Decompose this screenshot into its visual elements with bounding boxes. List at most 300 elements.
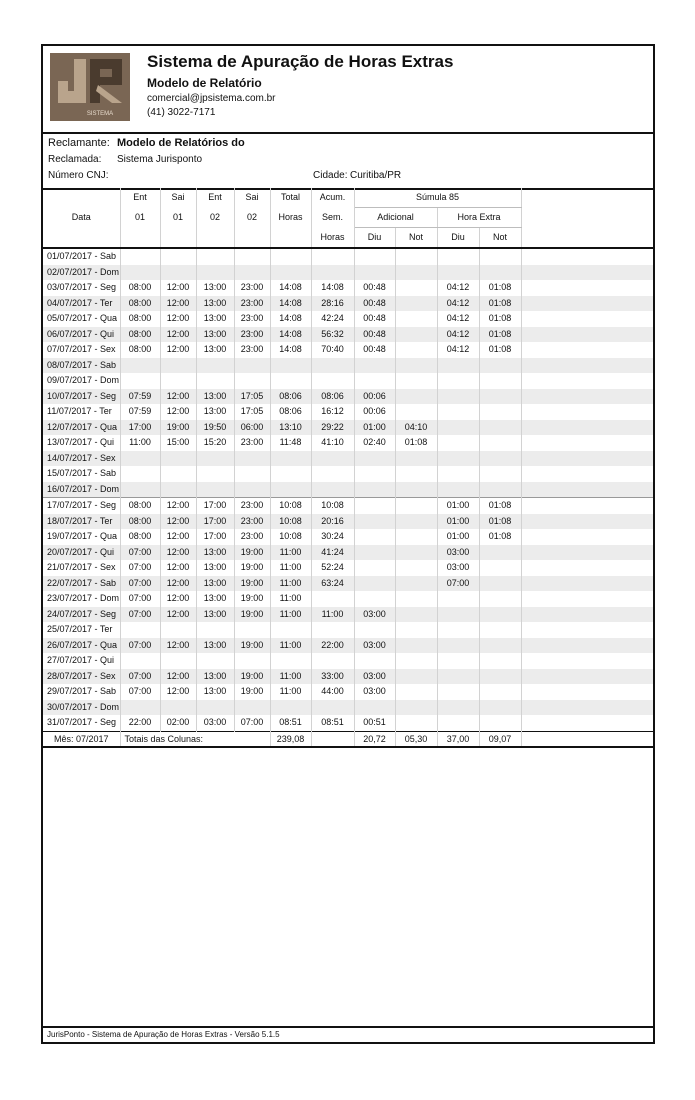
cell-adic-not — [395, 638, 437, 654]
cell-he-diu: 07:00 — [437, 576, 479, 592]
cell-adic-not — [395, 700, 437, 716]
cell-spacer — [521, 435, 653, 451]
cell-adic-not: 01:08 — [395, 435, 437, 451]
reclamante-value: Modelo de Relatórios do — [117, 137, 245, 149]
cell-spacer — [521, 265, 653, 281]
cell-ent-02 — [196, 373, 234, 389]
cell-total-horas: 10:08 — [270, 498, 311, 514]
cell-sai-01 — [160, 265, 196, 281]
cell-spacer — [521, 358, 653, 374]
cell-spacer — [521, 591, 653, 607]
table-row — [43, 327, 653, 343]
header-sai-2: Sai — [234, 188, 270, 208]
cell-sai-02: 19:00 — [234, 607, 270, 623]
cell-date: 17/07/2017 - Seg — [43, 498, 120, 514]
table-row — [43, 265, 653, 281]
cell-he-not — [479, 560, 521, 576]
cell-he-not — [479, 607, 521, 623]
cell-sai-01 — [160, 700, 196, 716]
cell-sai-02: 19:00 — [234, 669, 270, 685]
cell-total-horas: 11:00 — [270, 669, 311, 685]
cell-adic-not — [395, 342, 437, 358]
table-row — [43, 389, 653, 405]
cell-acum-sem: 56:32 — [311, 327, 354, 343]
cell-adic-diu: 03:00 — [354, 607, 395, 623]
cell-ent-01: 07:00 — [120, 576, 160, 592]
cell-adic-diu — [354, 451, 395, 467]
cell-spacer — [521, 653, 653, 669]
cell-ent-02: 13:00 — [196, 389, 234, 405]
cell-sai-01: 12:00 — [160, 327, 196, 343]
cell-ent-01: 07:00 — [120, 591, 160, 607]
cell-adic-not — [395, 560, 437, 576]
cell-date: 21/07/2017 - Sex — [43, 560, 120, 576]
cell-sai-01: 12:00 — [160, 498, 196, 514]
cell-acum-sem: 44:00 — [311, 684, 354, 700]
cell-sai-02 — [234, 622, 270, 638]
cell-ent-01: 08:00 — [120, 514, 160, 530]
cell-acum-sem — [311, 700, 354, 716]
cell-he-not — [479, 466, 521, 482]
cell-sai-02: 23:00 — [234, 280, 270, 296]
cell-sai-02: 17:05 — [234, 389, 270, 405]
cell-he-not — [479, 591, 521, 607]
cell-ent-02: 13:00 — [196, 607, 234, 623]
table-row — [43, 498, 653, 514]
cell-adic-not — [395, 653, 437, 669]
cell-sai-02 — [234, 358, 270, 374]
cell-sai-01: 15:00 — [160, 435, 196, 451]
cell-he-diu — [437, 451, 479, 467]
cell-adic-diu: 03:00 — [354, 669, 395, 685]
table-row — [43, 700, 653, 716]
header-row-1 — [43, 188, 653, 208]
cell-sai-02: 19:00 — [234, 576, 270, 592]
cell-sai-02 — [234, 482, 270, 498]
cell-ent-01 — [120, 466, 160, 482]
table-row — [43, 529, 653, 545]
cell-adic-diu — [354, 248, 395, 265]
table-row — [43, 296, 653, 312]
cell-sai-01 — [160, 358, 196, 374]
cell-he-not — [479, 622, 521, 638]
cell-adic-diu: 00:48 — [354, 280, 395, 296]
cell-total-horas — [270, 358, 311, 374]
cell-ent-02 — [196, 466, 234, 482]
cell-ent-02: 13:00 — [196, 576, 234, 592]
header-horas-acum: Horas — [311, 228, 354, 249]
cell-total-horas — [270, 265, 311, 281]
cell-adic-not — [395, 265, 437, 281]
cell-he-not: 01:08 — [479, 342, 521, 358]
cell-acum-sem: 30:24 — [311, 529, 354, 545]
cell-sai-02: 19:00 — [234, 560, 270, 576]
table-body — [43, 248, 653, 731]
cell-acum-sem: 10:08 — [311, 498, 354, 514]
cell-sai-02: 06:00 — [234, 420, 270, 436]
cell-he-not — [479, 669, 521, 685]
cell-total-horas: 11:00 — [270, 560, 311, 576]
totals-cell — [521, 731, 653, 747]
totals-he-not: 09,07 — [479, 731, 521, 747]
cell-he-diu — [437, 389, 479, 405]
cell-sai-01: 12:00 — [160, 591, 196, 607]
cell-adic-diu — [354, 498, 395, 514]
cell-adic-not — [395, 280, 437, 296]
cell-sai-01 — [160, 653, 196, 669]
cell-acum-sem — [311, 248, 354, 265]
cell-total-horas — [270, 466, 311, 482]
cell-sai-01: 12:00 — [160, 684, 196, 700]
logo-text: SISTEMA — [86, 111, 114, 117]
cell-ent-02 — [196, 358, 234, 374]
cell-he-not — [479, 653, 521, 669]
cell-sai-01 — [160, 622, 196, 638]
cell-date: 30/07/2017 - Dom — [43, 700, 120, 716]
cell-adic-not — [395, 684, 437, 700]
cell-total-horas: 11:00 — [270, 576, 311, 592]
cell-sai-02: 23:00 — [234, 311, 270, 327]
cell-total-horas: 14:08 — [270, 327, 311, 343]
cell-he-diu — [437, 466, 479, 482]
cell-total-horas: 14:08 — [270, 280, 311, 296]
header-cell — [521, 188, 653, 208]
table-row — [43, 622, 653, 638]
cell-acum-sem: 20:16 — [311, 514, 354, 530]
header-adicional: Adicional — [354, 208, 437, 228]
cell-ent-02 — [196, 700, 234, 716]
cell-acum-sem: 08:51 — [311, 715, 354, 731]
cell-adic-diu: 00:48 — [354, 296, 395, 312]
cell-adic-diu: 03:00 — [354, 638, 395, 654]
cell-sai-02: 23:00 — [234, 435, 270, 451]
cell-date: 10/07/2017 - Seg — [43, 389, 120, 405]
contact-phone: (41) 3022-7171 — [147, 107, 216, 118]
totals-horas: 239,08 — [270, 731, 311, 747]
cell-acum-sem — [311, 466, 354, 482]
cell-adic-diu — [354, 622, 395, 638]
cell-sai-01 — [160, 373, 196, 389]
cell-total-horas: 11:00 — [270, 607, 311, 623]
cell-date: 08/07/2017 - Sab — [43, 358, 120, 374]
cell-spacer — [521, 389, 653, 405]
table-row — [43, 514, 653, 530]
cell-spacer — [521, 327, 653, 343]
table-row — [43, 638, 653, 654]
cell-ent-02 — [196, 248, 234, 265]
totals-row — [43, 731, 653, 747]
cell-sai-02: 23:00 — [234, 498, 270, 514]
cell-adic-diu — [354, 466, 395, 482]
cell-he-not — [479, 420, 521, 436]
cidade-label: Cidade: — [313, 170, 348, 181]
cell-ent-01 — [120, 700, 160, 716]
cell-sai-01: 12:00 — [160, 638, 196, 654]
cell-spacer — [521, 451, 653, 467]
header-sai-1: Sai — [160, 188, 196, 208]
contact-email: comercial@jpsistema.com.br — [147, 93, 276, 104]
table-row — [43, 576, 653, 592]
cell-spacer — [521, 607, 653, 623]
cell-he-not: 01:08 — [479, 498, 521, 514]
cell-ent-02: 13:00 — [196, 296, 234, 312]
cell-sai-02: 19:00 — [234, 545, 270, 561]
cell-he-diu — [437, 669, 479, 685]
cell-he-diu: 01:00 — [437, 529, 479, 545]
cell-acum-sem: 70:40 — [311, 342, 354, 358]
cell-he-not — [479, 684, 521, 700]
cell-ent-02: 17:00 — [196, 498, 234, 514]
cell-sai-02: 07:00 — [234, 715, 270, 731]
cell-ent-01: 07:00 — [120, 607, 160, 623]
table-row — [43, 404, 653, 420]
cell-date: 16/07/2017 - Dom — [43, 482, 120, 498]
cell-sai-02: 19:00 — [234, 684, 270, 700]
cell-he-not — [479, 358, 521, 374]
cell-he-diu: 04:12 — [437, 296, 479, 312]
cell-ent-01 — [120, 265, 160, 281]
company-logo — [50, 53, 130, 121]
cell-ent-01 — [120, 622, 160, 638]
cell-ent-01: 22:00 — [120, 715, 160, 731]
cell-spacer — [521, 248, 653, 265]
header-cell — [43, 228, 120, 249]
cell-adic-not — [395, 466, 437, 482]
cell-adic-not: 04:10 — [395, 420, 437, 436]
header-sem: Sem. — [311, 208, 354, 228]
cell-sai-01 — [160, 466, 196, 482]
cell-he-not — [479, 435, 521, 451]
cell-he-diu — [437, 482, 479, 498]
cell-ent-01: 07:00 — [120, 684, 160, 700]
cell-he-diu — [437, 622, 479, 638]
cell-date: 18/07/2017 - Ter — [43, 514, 120, 530]
cell-adic-not — [395, 607, 437, 623]
cell-adic-not — [395, 622, 437, 638]
table-row — [43, 358, 653, 374]
table-row — [43, 280, 653, 296]
header-adic-diu: Diu — [354, 228, 395, 249]
cell-ent-02: 17:00 — [196, 529, 234, 545]
cell-adic-not — [395, 529, 437, 545]
cell-ent-01: 07:59 — [120, 389, 160, 405]
cell-acum-sem — [311, 591, 354, 607]
cell-sai-02 — [234, 248, 270, 265]
cell-he-diu — [437, 715, 479, 731]
cell-adic-not — [395, 248, 437, 265]
cell-date: 12/07/2017 - Qua — [43, 420, 120, 436]
cell-sai-02 — [234, 265, 270, 281]
page-subtitle: Modelo de Relatório — [147, 76, 262, 90]
page-title: Sistema de Apuração de Horas Extras — [147, 52, 454, 71]
cell-adic-diu — [354, 529, 395, 545]
cell-adic-not — [395, 591, 437, 607]
cell-sai-01: 12:00 — [160, 669, 196, 685]
cell-acum-sem: 52:24 — [311, 560, 354, 576]
cell-adic-not — [395, 545, 437, 561]
cell-he-diu — [437, 700, 479, 716]
cell-total-horas: 08:51 — [270, 715, 311, 731]
cell-date: 07/07/2017 - Sex — [43, 342, 120, 358]
cell-sai-02: 17:05 — [234, 404, 270, 420]
cell-sai-01: 12:00 — [160, 514, 196, 530]
cell-he-not — [479, 451, 521, 467]
cell-acum-sem: 33:00 — [311, 669, 354, 685]
cell-adic-diu — [354, 373, 395, 389]
cell-acum-sem — [311, 622, 354, 638]
cell-date: 22/07/2017 - Sab — [43, 576, 120, 592]
cell-total-horas: 10:08 — [270, 529, 311, 545]
header-cell — [43, 188, 120, 208]
cell-date: 23/07/2017 - Dom — [43, 591, 120, 607]
cell-he-not: 01:08 — [479, 514, 521, 530]
cell-he-diu — [437, 373, 479, 389]
cell-acum-sem: 22:00 — [311, 638, 354, 654]
cell-date: 14/07/2017 - Sex — [43, 451, 120, 467]
cell-date: 04/07/2017 - Ter — [43, 296, 120, 312]
cell-sai-01 — [160, 482, 196, 498]
header-adic-not: Not — [395, 228, 437, 249]
cell-adic-not — [395, 327, 437, 343]
cell-total-horas: 11:00 — [270, 591, 311, 607]
cell-date: 19/07/2017 - Qua — [43, 529, 120, 545]
cell-adic-diu — [354, 545, 395, 561]
cell-ent-01: 07:00 — [120, 669, 160, 685]
cell-he-diu: 04:12 — [437, 327, 479, 343]
totals-cell — [311, 731, 354, 747]
cell-spacer — [521, 404, 653, 420]
cell-he-not — [479, 700, 521, 716]
cell-sai-01: 12:00 — [160, 311, 196, 327]
cell-sai-02 — [234, 451, 270, 467]
cidade-value: Curitiba/PR — [350, 170, 402, 181]
cell-he-diu — [437, 265, 479, 281]
cell-he-not: 01:08 — [479, 327, 521, 343]
cell-acum-sem: 08:06 — [311, 389, 354, 405]
cell-adic-not — [395, 576, 437, 592]
cell-spacer — [521, 669, 653, 685]
cell-adic-diu — [354, 265, 395, 281]
cell-total-horas: 14:08 — [270, 296, 311, 312]
cell-adic-not — [395, 498, 437, 514]
cell-adic-not — [395, 373, 437, 389]
cell-spacer — [521, 466, 653, 482]
table-row — [43, 684, 653, 700]
cell-total-horas — [270, 451, 311, 467]
cell-date: 09/07/2017 - Dom — [43, 373, 120, 389]
cell-total-horas: 14:08 — [270, 342, 311, 358]
cell-sai-02: 19:00 — [234, 591, 270, 607]
cell-acum-sem: 29:22 — [311, 420, 354, 436]
cell-date: 06/07/2017 - Qui — [43, 327, 120, 343]
cell-spacer — [521, 280, 653, 296]
cell-date: 31/07/2017 - Seg — [43, 715, 120, 731]
cell-adic-diu — [354, 653, 395, 669]
cell-adic-diu: 00:48 — [354, 311, 395, 327]
totals-month: Mês: 07/2017 — [43, 731, 120, 747]
cell-he-not — [479, 545, 521, 561]
cell-sai-01: 12:00 — [160, 389, 196, 405]
cell-ent-01 — [120, 358, 160, 374]
case-info — [43, 132, 653, 190]
cell-sai-01: 12:00 — [160, 560, 196, 576]
cell-ent-02 — [196, 482, 234, 498]
cell-adic-diu: 01:00 — [354, 420, 395, 436]
table-row — [43, 466, 653, 482]
table-row — [43, 373, 653, 389]
cell-date: 24/07/2017 - Seg — [43, 607, 120, 623]
cell-adic-diu: 00:48 — [354, 342, 395, 358]
cell-date: 11/07/2017 - Ter — [43, 404, 120, 420]
table-row — [43, 560, 653, 576]
report-frame — [41, 44, 655, 1044]
header-num-01: 01 — [160, 208, 196, 228]
cell-date: 29/07/2017 - Sab — [43, 684, 120, 700]
cell-total-horas: 14:08 — [270, 311, 311, 327]
cell-sai-02 — [234, 373, 270, 389]
cell-acum-sem: 41:24 — [311, 545, 354, 561]
cell-spacer — [521, 311, 653, 327]
cell-spacer — [521, 576, 653, 592]
table-row — [43, 545, 653, 561]
cell-ent-01: 08:00 — [120, 342, 160, 358]
table-row — [43, 607, 653, 623]
cell-spacer — [521, 373, 653, 389]
cell-spacer — [521, 638, 653, 654]
cell-sai-01: 12:00 — [160, 342, 196, 358]
footer-version: JurisPonto - Sistema de Apuração de Horas Extras - Versão 5.1.5 — [43, 1026, 653, 1042]
cell-he-diu: 03:00 — [437, 560, 479, 576]
cell-total-horas: 11:00 — [270, 684, 311, 700]
cell-total-horas — [270, 373, 311, 389]
cell-he-diu — [437, 653, 479, 669]
cell-sai-01: 12:00 — [160, 545, 196, 561]
table-row — [43, 420, 653, 436]
cell-acum-sem — [311, 373, 354, 389]
cell-ent-01: 08:00 — [120, 311, 160, 327]
cell-adic-not — [395, 404, 437, 420]
cell-he-diu — [437, 248, 479, 265]
cell-ent-02: 13:00 — [196, 404, 234, 420]
cell-he-not — [479, 373, 521, 389]
cell-he-not — [479, 638, 521, 654]
cell-sai-02 — [234, 466, 270, 482]
reclamada-value: Sistema Jurisponto — [117, 154, 203, 165]
cell-sai-01 — [160, 248, 196, 265]
cell-acum-sem: 11:00 — [311, 607, 354, 623]
cell-he-not: 01:08 — [479, 280, 521, 296]
cell-adic-not — [395, 715, 437, 731]
cell-he-not — [479, 576, 521, 592]
cell-ent-01: 07:00 — [120, 638, 160, 654]
cell-adic-not — [395, 389, 437, 405]
table-row — [43, 311, 653, 327]
cell-sai-02: 23:00 — [234, 514, 270, 530]
cell-adic-not — [395, 358, 437, 374]
header-row-2 — [43, 208, 653, 228]
cell-he-diu — [437, 358, 479, 374]
header-he-not: Not — [479, 228, 521, 249]
cell-date: 13/07/2017 - Qui — [43, 435, 120, 451]
cell-date: 28/07/2017 - Sex — [43, 669, 120, 685]
cell-date: 26/07/2017 - Qua — [43, 638, 120, 654]
header-cell — [120, 228, 160, 249]
cell-ent-01: 08:00 — [120, 529, 160, 545]
cell-he-not — [479, 404, 521, 420]
cell-date: 15/07/2017 - Sab — [43, 466, 120, 482]
cell-acum-sem: 16:12 — [311, 404, 354, 420]
cell-adic-diu — [354, 576, 395, 592]
